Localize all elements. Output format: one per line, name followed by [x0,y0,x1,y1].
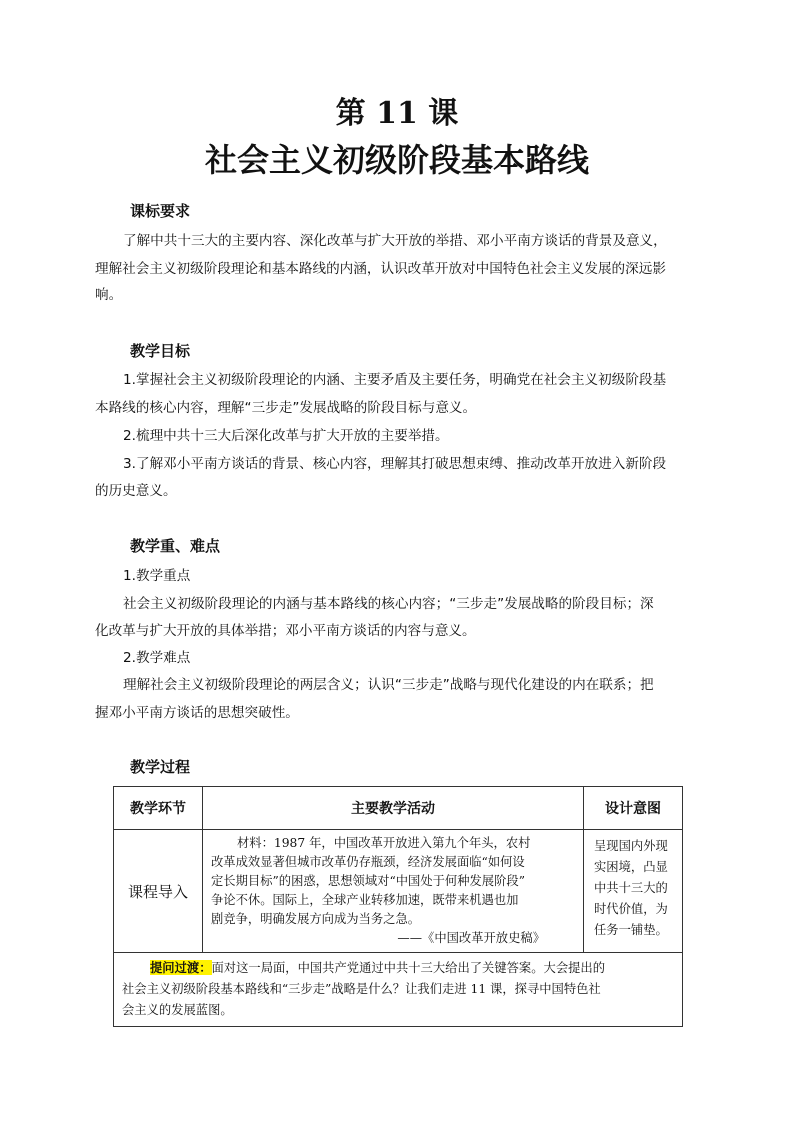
material-line: 定长期目标”的困惑，思想领域对“中国处于何种发展阶段” [211,874,525,888]
material-line: 争论不休。国际上，全球产业转移加速，既带来机遇也加 [211,893,519,907]
goal-3-line-2: 的历史意义。 [95,483,177,499]
transition-row [114,953,683,1027]
transition-text: 面对这一局面，中国共产党通过中共十三大给出了关键答案。大会提出的 [211,961,606,975]
goals-heading: 教学目标 [130,342,191,360]
intent-line: 时代价值，为 [594,902,668,916]
intent-line: 中共十三大的 [594,881,668,895]
intent-line: 呈现国内外现 [594,839,668,853]
teaching-process-table [113,786,683,1027]
header-stage: 教学环节 [114,787,203,830]
lesson-title: 社会主义初级阶段基本路线 [204,141,589,179]
focus-label: 1.教学重点 [123,568,191,584]
goal-2: 2.梳理中共十三大后深化改革与扩大开放的主要举措。 [123,428,449,444]
difficulty-label: 2.教学难点 [123,650,191,666]
focus-line-1: 社会主义初级阶段理论的内涵与基本路线的核心内容；“三步走”发展战略的阶段目标；深 [123,596,654,612]
lesson-number: 第 11 课 [335,96,459,131]
material-line: 材料：1987 年，中国改革开放进入第九个年头，农村 [237,836,531,850]
table-header-row [114,787,683,830]
goal-3-line-1: 3.了解邓小平南方谈话的背景、核心内容，理解其打破思想束缚、推动改革开放进入新阶段 [123,456,667,472]
transition-label: 提问过渡： [150,960,212,975]
transition-line [122,957,674,979]
material-line: 改革成效显著但城市改革仍存瓶颈，经济发展面临“如何设 [211,855,525,869]
material-line: 剧竞争，明确发展方向成为当务之急。 [211,912,421,926]
standards-line-2: 理解社会主义初级阶段理论和基本路线的内涵，认识改革开放对中国特色社会主义发展的深远影 [95,261,666,277]
intent-line: 实困境，凸显 [594,860,668,874]
standards-heading: 课标要求 [130,202,191,220]
process-heading: 教学过程 [130,758,191,776]
transition-cell [114,953,683,1027]
activity-cell [203,830,584,953]
goal-1-line-2: 本路线的核心内容，理解“三步走”发展战略的阶段目标与意义。 [95,400,477,416]
transition-line: 社会主义初级阶段基本路线和“三步走”战略是什么？让我们走进 11 课，探寻中国特色社 [122,982,601,996]
standards-line-3: 响。 [95,287,123,303]
standards-line-1: 了解中共十三大的主要内容、深化改革与扩大开放的举措、邓小平南方谈话的背景及意义， [123,233,667,249]
table-row [114,830,683,953]
stage-cell: 课程导入 [114,830,203,953]
transition-line: 会主义的发展蓝图。 [122,1003,233,1017]
difficulty-line-2: 握邓小平南方谈话的思想突破性。 [95,705,299,721]
intent-line: 任务一铺垫。 [594,923,668,937]
header-intent: 设计意图 [584,787,683,830]
keypoints-heading: 教学重、难点 [130,537,221,555]
difficulty-line-1: 理解社会主义初级阶段理论的两层含义；认识“三步走”战略与现代化建设的内在联系；把 [123,677,654,693]
intent-cell [584,830,683,953]
goal-1-line-1: 1.掌握社会主义初级阶段理论的内涵、主要矛盾及主要任务，明确党在社会主义初级阶段基 [123,372,667,388]
header-activity: 主要教学活动 [203,787,584,830]
material-source: ——《中国改革开放史稿》 [397,931,545,945]
focus-line-2: 化改革与扩大开放的具体举措；邓小平南方谈话的内容与意义。 [95,623,476,639]
